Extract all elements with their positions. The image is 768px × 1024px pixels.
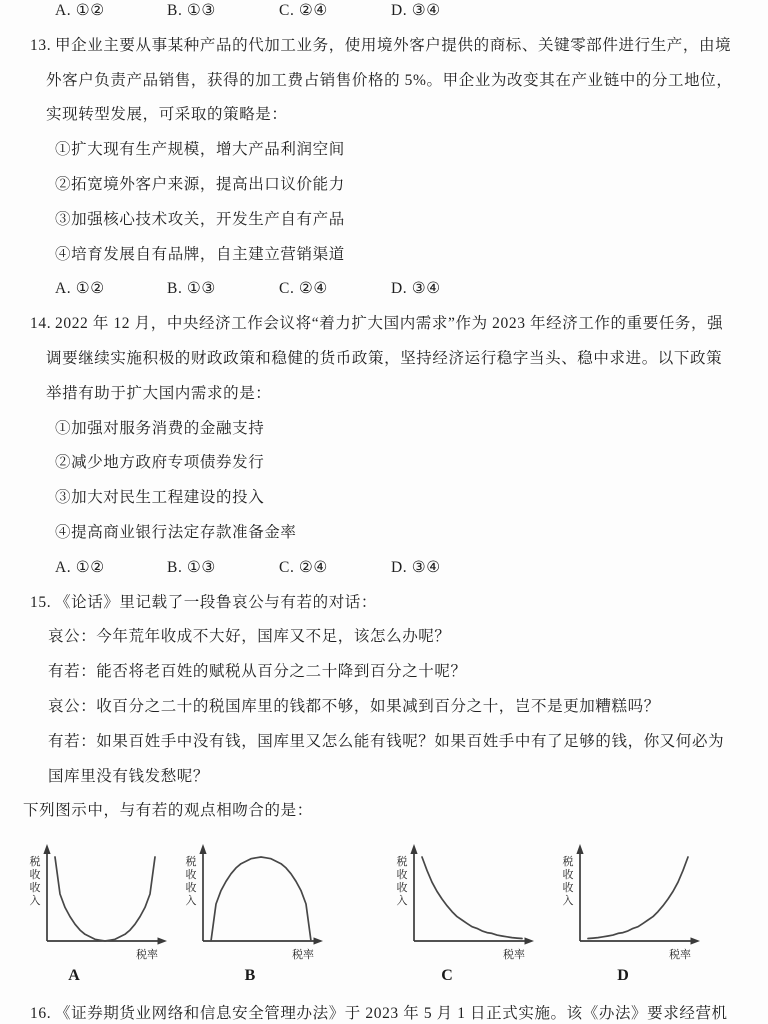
chart-d-increasing-curve — [558, 841, 708, 971]
answer-row-q14 — [0, 551, 768, 586]
option-c: C. ②④ — [279, 280, 328, 298]
q14-stem-line-1 — [0, 307, 768, 342]
chart-c-decreasing-curve — [392, 841, 542, 971]
svg-text:收: 收 — [29, 869, 41, 882]
q15-intro-line — [0, 586, 768, 621]
q13-stem-line-1 — [0, 29, 768, 64]
q15-dialogue-1: 哀公：今年荒年收成不大好，国库又不足，该怎么办呢？ — [48, 628, 451, 646]
option-d: D. ③④ — [391, 558, 441, 576]
svg-text:税率: 税率 — [292, 949, 314, 962]
option-c: C. ②④ — [279, 2, 328, 19]
q15-intro-text: 《论话》里记载了一段鲁哀公与有若的对话： — [55, 593, 378, 611]
q16-stem-line-1 — [0, 997, 768, 1024]
answer-row-q13 — [0, 272, 768, 307]
svg-text:入: 入 — [562, 895, 574, 908]
q16-stem-text: 《证券期货业网络和信息安全管理办法》于 2023 年 5 月 1 日正式实施。该《办法》要求经营机 — [55, 1005, 728, 1023]
q13-choice-1: ①扩大现有生产规模，增大产品利润空间 — [55, 141, 345, 159]
chart-a-u-curve — [25, 841, 175, 971]
q13-number: 13. — [30, 36, 52, 54]
svg-text:税: 税 — [396, 856, 408, 869]
q13-stem-line-3: 实现转型发展，可采取的策略是： — [46, 106, 288, 124]
q14-number: 14. — [30, 315, 52, 333]
svg-text:收: 收 — [562, 869, 574, 882]
q14-choice-4: ④提高商业银行法定存款准备金率 — [55, 523, 297, 541]
svg-text:入: 入 — [396, 895, 408, 908]
svg-text:税率: 税率 — [669, 949, 691, 962]
q13-stem-text: 甲企业主要从事某种产品的代加工业务，使用境外客户提供的商标、关键零部件进行生产，由境 — [55, 36, 732, 54]
svg-text:收: 收 — [185, 869, 197, 882]
q15-prompt: 下列图示中，与有若的观点相吻合的是： — [23, 802, 313, 820]
q14-stem-line-2: 调要继续实施积极的财政政策和稳健的货币政策，坚持经济运行稳字当头、稳中求进。以下政策 — [46, 349, 723, 367]
chart-b-inverted-u-curve — [181, 841, 331, 971]
svg-text:税率: 税率 — [503, 949, 525, 962]
svg-text:入: 入 — [29, 895, 41, 908]
svg-text:入: 入 — [185, 895, 197, 908]
option-d: D. ③④ — [391, 2, 441, 19]
svg-text:税: 税 — [562, 856, 574, 869]
q15-number: 15. — [30, 593, 52, 611]
q13-stem-line-2: 外客户负责产品销售，获得的加工费占销售价格的 5%。甲企业为改变其在产业链中的分工地位， — [46, 71, 733, 89]
option-d: D. ③④ — [391, 280, 441, 298]
q14-choice-3: ③加大对民生工程建设的投入 — [55, 489, 265, 507]
q14-choice-1: ①加强对服务消费的金融支持 — [55, 419, 265, 437]
svg-text:税: 税 — [29, 856, 41, 869]
svg-text:收: 收 — [396, 869, 408, 882]
q14-stem-line-3: 举措有助于扩大国内需求的是： — [46, 384, 272, 402]
q15-dialogue-4: 有若：如果百姓手中没有钱，国库里又怎么能有钱呢？如果百姓手中有了足够的钱，你又何必为 — [48, 732, 725, 750]
q13-choice-2: ②拓宽境外客户来源，提高出口议价能力 — [55, 175, 345, 193]
chart-b-label: B — [244, 967, 256, 985]
q14-stem-text: 2022 年 12 月，中央经济工作会议将“着力扩大国内需求”作为 2023 年经济工作的重要任务，强 — [55, 315, 724, 333]
answer-row-q12 — [0, 0, 768, 29]
option-a: A. ①② — [55, 280, 105, 298]
chart-d-label: D — [617, 967, 629, 985]
option-a: A. ①② — [55, 558, 105, 576]
option-b: B. ①③ — [167, 2, 216, 19]
option-c: C. ②④ — [279, 558, 328, 576]
q15-dialogue-3: 哀公：收百分之二十的税国库里的钱都不够，如果减到百分之十，岂不是更加糟糕吗？ — [48, 697, 660, 715]
q15-dialogue-5: 国库里没有钱发愁呢？ — [48, 767, 210, 785]
svg-text:收: 收 — [562, 882, 574, 895]
q13-choice-4: ④培育发展自有品牌，自主建立营销渠道 — [55, 245, 345, 263]
svg-text:收: 收 — [29, 882, 41, 895]
q16-number: 16. — [30, 1005, 52, 1023]
svg-text:税: 税 — [185, 856, 197, 869]
svg-text:税率: 税率 — [136, 949, 158, 962]
chart-c-label: C — [441, 967, 453, 985]
laffer-charts — [0, 829, 768, 997]
option-a: A. ①② — [55, 2, 105, 19]
chart-a-label: A — [68, 967, 80, 985]
q14-choice-2: ②减少地方政府专项债券发行 — [55, 454, 265, 472]
svg-text:收: 收 — [185, 882, 197, 895]
q15-dialogue-2: 有若：能否将老百姓的赋税从百分之二十降到百分之十呢？ — [48, 663, 467, 681]
svg-text:收: 收 — [396, 882, 408, 895]
q13-choice-3: ③加强核心技术攻关，开发生产自有产品 — [55, 210, 345, 228]
option-b: B. ①③ — [167, 558, 216, 576]
option-b: B. ①③ — [167, 280, 216, 298]
